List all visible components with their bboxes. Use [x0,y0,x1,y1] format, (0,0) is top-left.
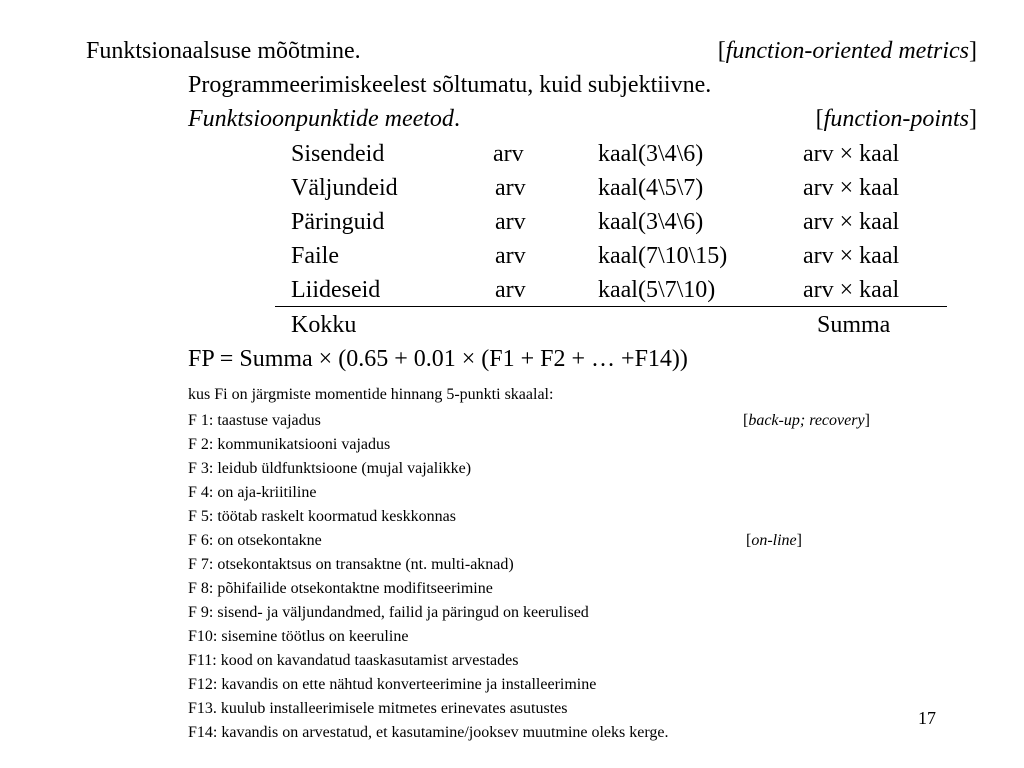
table-row-name: Liideseid [291,277,381,303]
method-english-note: [function-points] [815,106,977,132]
table-row-weight: kaal(3\4\6) [598,141,704,167]
factor-item: F12: kavandis on ette nähtud konverteerimine ja installeerimine [188,676,597,693]
factor-item: F 1: taastuse vajadus [188,412,321,429]
table-row-product: arv × kaal [803,141,900,167]
table-row-count: arv [495,277,526,303]
table-row-weight: kaal(4\5\7) [598,175,704,201]
factor-item: F 7: otsekontaktsus on transaktne (nt. multi-aknad) [188,556,514,573]
table-row-product: arv × kaal [803,209,900,235]
table-row-count: arv [495,209,526,235]
factor-item: F11: kood on kavandatud taaskasutamist arvestades [188,652,519,669]
factor-item: F14: kavandis on arvestatud, et kasutamine/jooksev muutmine oleks kerge. [188,724,669,741]
table-row-count: arv [495,175,526,201]
factor-item: F 9: sisend- ja väljundandmed, failid ja päringud on keerulised [188,604,589,621]
table-row-weight: kaal(7\10\15) [598,243,728,269]
fp-formula: FP = Summa × (0.65 + 0.01 × (F1 + F2 + … +F14)) [188,346,688,372]
table-total-label: Kokku [291,312,357,338]
table-total-value: Summa [817,312,891,338]
table-total-divider [275,306,947,307]
table-row-product: arv × kaal [803,277,900,303]
factor-intro: kus Fi on järgmiste momentide hinnang 5-punkti skaalal: [188,386,554,403]
table-row-weight: kaal(3\4\6) [598,209,704,235]
method-name: Funktsioonpunktide meetod [188,106,454,132]
slide-title: Funktsionaalsuse mõõtmine. [86,38,361,64]
factor-item: F 2: kommunikatsiooni vajadus [188,436,391,453]
table-row-name: Väljundeid [291,175,398,201]
title-note-text: function-oriented metrics [725,38,969,64]
table-row-name: Faile [291,243,339,269]
factor-item: F 5: töötab raskelt koormatud keskkonnas [188,508,456,525]
title-english-note: [function-oriented metrics] [717,38,977,64]
table-row-count: arv [495,243,526,269]
f6-note-text: on-line [751,532,797,549]
table-row-product: arv × kaal [803,243,900,269]
factor-item: F 8: põhifailide otsekontaktne modifitseerimine [188,580,493,597]
table-row-weight: kaal(5\7\10) [598,277,716,303]
table-row-product: arv × kaal [803,175,900,201]
factor-item: F 4: on aja-kriitiline [188,484,317,501]
factor-f6-note: [on-line] [746,532,802,549]
f1-note-text: back-up; recovery [748,412,865,429]
method-line: Funktsioonpunktide meetod. [188,106,460,132]
factor-item: F 3: leidub üldfunktsioone (mujal vajalikke) [188,460,472,477]
factor-f1-note: [back-up; recovery] [743,412,870,429]
factor-item: F13. kuulub installeerimisele mitmetes erinevates asutustes [188,700,568,717]
factor-item: F 6: on otsekontakne [188,532,322,549]
slide-number: 17 [918,708,936,728]
table-row-name: Päringuid [291,209,385,235]
factor-item: F10: sisemine töötlus on keeruline [188,628,409,645]
method-note-text: function-points [823,106,969,132]
table-row-count: arv [493,141,524,167]
table-row-name: Sisendeid [291,141,385,167]
subtitle-line: Programmeerimiskeelest sõltumatu, kuid subjektiivne. [188,72,712,98]
